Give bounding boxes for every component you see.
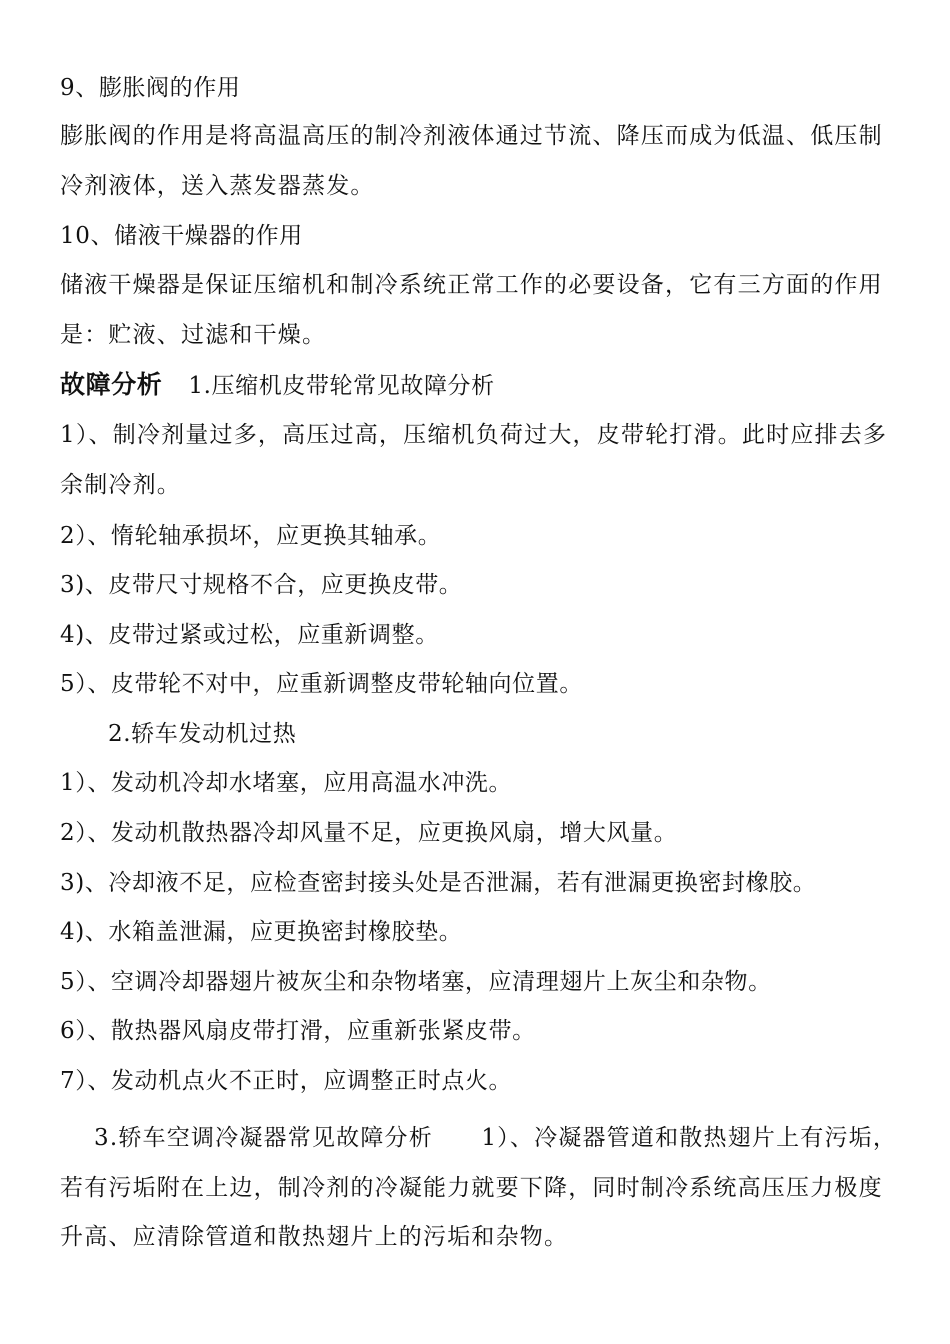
fault-subsection-2-title: 2.轿车发动机过热 bbox=[108, 721, 297, 747]
fault-1-item-4: 4)、皮带过紧或过松，应重新调整。 bbox=[60, 622, 439, 648]
fault-1-item-1: 1）、制冷剂量过多，高压过高，压缩机负荷过大，皮带轮打滑。此时应排去多余制冷剂。 bbox=[60, 422, 888, 498]
fault-2-item-5: 5）、空调冷却器翅片被灰尘和杂物堵塞，应清理翅片上灰尘和杂物。 bbox=[60, 969, 772, 995]
fault-2-item-4: 4)、水箱盖泄漏，应更换密封橡胶垫。 bbox=[60, 919, 463, 945]
section-9-body: 膨胀阀的作用是将高温高压的制冷剂液体通过节流、降压而成为低温、低压制冷剂液体，送入蒸发器蒸发。 bbox=[60, 123, 883, 199]
fault-2-item-6: 6）、散热器风扇皮带打滑，应重新张紧皮带。 bbox=[60, 1018, 536, 1044]
fault-1-item-2: 2）、惰轮轴承损坏，应更换其轴承。 bbox=[60, 523, 442, 549]
fault-analysis-title: 故障分析 bbox=[60, 370, 163, 399]
section-10-body: 储液干燥器是保证压缩机和制冷系统正常工作的必要设备，它有三方面的作用是：贮液、过滤和干燥。 bbox=[60, 272, 883, 348]
fault-2-item-7: 7）、发动机点火不正时，应调整正时点火。 bbox=[60, 1068, 513, 1094]
fault-1-item-5: 5）、皮带轮不对中，应重新调整皮带轮轴向位置。 bbox=[60, 671, 583, 697]
fault-2-item-1: 1）、发动机冷却水堵塞，应用高温水冲洗。 bbox=[60, 770, 513, 796]
section-10-heading: 10、储液干燥器的作用 bbox=[60, 223, 303, 249]
fault-2-item-2: 2）、发动机散热器冷却风量不足，应更换风扇，增大风量。 bbox=[60, 820, 678, 846]
fault-analysis-heading bbox=[60, 369, 900, 402]
fault-subsection-3-paragraph: 3.轿车空调冷凝器常见故障分析 1）、冷凝器管道和散热翅片上有污垢，若有污垢附在上边，制冷剂的冷凝能力就要下降，同时制冷系统高压压力极度升高、应清除管道和散热翅片上的污垢和杂物。 bbox=[60, 1125, 898, 1250]
fault-2-item-3: 3)、冷却液不足，应检查密封接头处是否泄漏，若有泄漏更换密封橡胶。 bbox=[60, 870, 817, 896]
fault-subsection-1-title: 1.压缩机皮带轮常见故障分析 bbox=[188, 373, 495, 399]
fault-1-item-3: 3)、皮带尺寸规格不合，应更换皮带。 bbox=[60, 572, 463, 598]
section-9-heading: 9、膨胀阀的作用 bbox=[60, 75, 241, 101]
